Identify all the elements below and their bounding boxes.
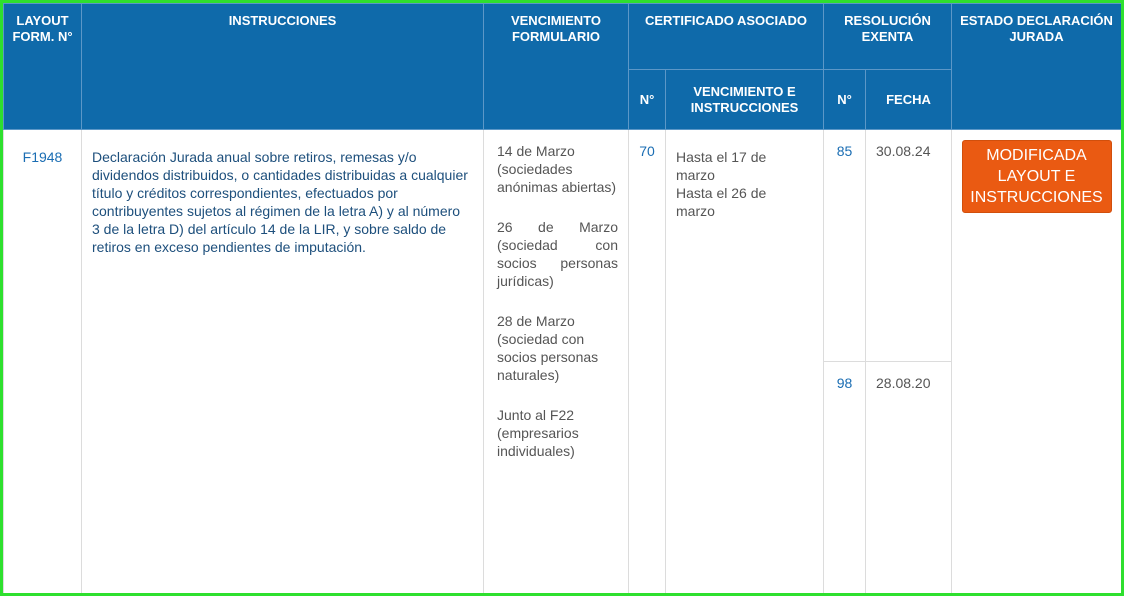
resolucion-fecha-cell: 28.08.20 xyxy=(866,362,952,596)
layout-form-link[interactable]: F1948 xyxy=(22,149,63,165)
certificado-link[interactable]: 70 xyxy=(639,143,655,159)
vencimiento-item: Junto al F22 (empresarios individuales) xyxy=(497,407,579,459)
header-certificado: CERTIFICADO ASOCIADO xyxy=(629,4,824,70)
header-resolucion: RESOLUCIÓN EXENTA xyxy=(824,4,952,70)
vencimiento-cell xyxy=(484,130,629,596)
vencimiento-item: 26 de Marzo (sociedad con socios personas jurídicas) xyxy=(497,219,618,289)
instrucciones-cell xyxy=(82,130,484,596)
certificado-venc-item: Hasta el 26 de marzo xyxy=(676,185,767,219)
layout-cell xyxy=(4,130,82,596)
certificado-venc-item: Hasta el 17 de marzo xyxy=(676,149,767,183)
header-certificado-n: N° xyxy=(629,70,666,130)
instrucciones-link[interactable]: Declaración Jurada anual sobre retiros, remesas y/o dividendos distribuidos, o cantidades distribuidas a cualquier título y créditos correspondientes, efectuados por contribuyentes sujetos al régimen de la letra A) y al número 3 de la letra D) del artículo 14 de la LIR, y sobre saldo de retiros en exceso pendientes de imputación. xyxy=(92,149,468,255)
estado-cell xyxy=(952,130,1122,596)
vencimiento-item: 28 de Marzo (sociedad con socios personas naturales) xyxy=(497,313,599,383)
header-certificado-venc: VENCIMIENTO E INSTRUCCIONES xyxy=(666,70,824,130)
vencimiento-item: 14 de Marzo (sociedades anónimas abiertas) xyxy=(497,143,617,195)
resolucion-n-cell xyxy=(824,362,866,596)
certificado-venc-cell xyxy=(666,130,824,596)
header-layout: LAYOUT FORM. N° xyxy=(4,4,82,130)
resolucion-fecha-cell: 30.08.24 xyxy=(866,130,952,362)
resolucion-n-cell xyxy=(824,130,866,362)
header-estado: ESTADO DECLARACIÓN JURADA xyxy=(952,4,1122,130)
certificado-n-cell xyxy=(629,130,666,596)
header-row-main xyxy=(4,4,1122,70)
header-vencimiento: VENCIMIENTO FORMULARIO xyxy=(484,4,629,130)
header-instrucciones: INSTRUCCIONES xyxy=(82,4,484,130)
forms-table xyxy=(3,3,1122,596)
header-resolucion-fecha: FECHA xyxy=(866,70,952,130)
resolucion-link[interactable]: 85 xyxy=(836,143,853,159)
header-resolucion-n: N° xyxy=(824,70,866,130)
table-row xyxy=(4,130,1122,362)
estado-badge-button[interactable]: MODIFICADA LAYOUT E INSTRUCCIONES xyxy=(962,140,1112,213)
resolucion-link[interactable]: 98 xyxy=(836,375,853,391)
